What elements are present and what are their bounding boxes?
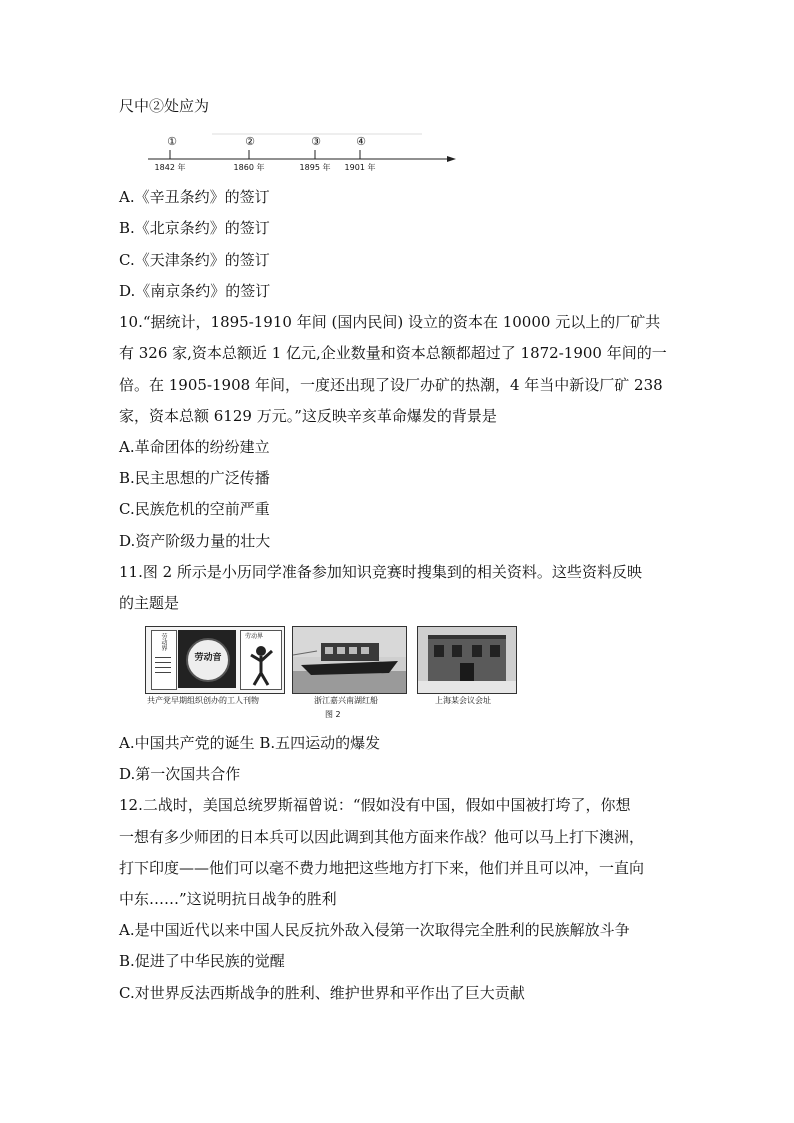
timeline-year-1842: 1842 年 <box>154 163 186 172</box>
timeline-marker-2: ② <box>245 135 255 148</box>
magazine-cover-1 <box>151 630 177 690</box>
magazine-title-3: 劳动界 <box>245 633 264 640</box>
figure-2 <box>145 626 517 722</box>
q10-stem-line-2: 有 326 家,资本总额近 1 亿元,企业数量和资本总额都超过了 1872-1900 年间的一 <box>119 344 667 362</box>
magazine-title-2: 劳动音 <box>194 653 222 663</box>
q12-option-c: C.对世界反法西斯战争的胜利、维护世界和平作出了巨大贡献 <box>119 984 525 1002</box>
q12-option-a: A.是中国近代以来中国人民反抗外敌入侵第一次取得完全胜利的民族解放斗争 <box>119 921 630 939</box>
q12-stem-line-3: 打下印度——他们可以毫不费力地把这些地方打下来，他们并且可以冲，一直向 <box>119 859 645 877</box>
q10-option-a: A.革命团体的纷纷建立 <box>119 438 270 456</box>
boat-icon <box>293 627 406 693</box>
magazine-cover-3 <box>240 630 282 690</box>
q11-stem-line-2: 的主题是 <box>119 594 180 612</box>
q10-option-c: C.民族危机的空前严重 <box>119 500 270 518</box>
caption-worker-magazines: 共产党早期组织创办的工人刊物 <box>147 696 259 705</box>
q10-stem-line-1: 10.“据统计，1895-1910 年间 (国内民间) 设立的资本在 10000 元以上的厂矿共 <box>119 313 661 331</box>
timeline-year-1860: 1860 年 <box>233 163 265 172</box>
q9-option-d: D.《南京条约》的签订 <box>119 282 271 300</box>
q9-option-a: A.《辛丑条约》的签订 <box>119 188 270 206</box>
q10-option-d: D.资产阶级力量的壮大 <box>119 532 271 550</box>
q10-stem-line-4: 家，资本总额 6129 万元。”这反映辛亥革命爆发的背景是 <box>119 407 497 425</box>
q12-stem-line-1: 12.二战时，美国总统罗斯福曾说：“假如没有中国，假如中国被打垮了，你想 <box>119 796 631 814</box>
q12-stem-line-2: 一想有多少师团的日本兵可以因此调到其他方面来作战？他可以马上打下澳洲， <box>119 828 645 846</box>
q10-option-b: B.民主思想的广泛传播 <box>119 469 270 487</box>
q12-option-b: B.促进了中华民族的觉醒 <box>119 952 285 970</box>
q9-option-b: B.《北京条约》的签订 <box>119 219 270 237</box>
q10-stem-line-3: 倍。在 1905-1908 年间，一度还出现了设厂办矿的热潮，4 年当中新设厂矿 238 <box>119 376 663 394</box>
magazine-title-1: 劳动界 <box>160 633 167 651</box>
building-icon <box>418 627 516 693</box>
timeline-diagram <box>142 130 462 174</box>
timeline-marker-3: ③ <box>311 135 321 148</box>
q9-option-c: C.《天津条约》的签订 <box>119 251 270 269</box>
caption-red-boat: 浙江嘉兴南湖红船 <box>314 696 378 705</box>
worker-magazines-photo <box>145 626 285 694</box>
shanghai-meeting-site-photo <box>417 626 517 694</box>
q11-stem-line-1: 11.图 2 所示是小历同学准备参加知识竞赛时搜集到的相关资料。这些资料反映 <box>119 563 642 581</box>
timeline-marker-4: ④ <box>356 135 366 148</box>
magazine-cover-2 <box>178 630 236 688</box>
timeline-year-1901: 1901 年 <box>344 163 376 172</box>
timeline-marker-1: ① <box>167 135 177 148</box>
caption-meeting-site: 上海某会议会址 <box>435 696 491 705</box>
q11-option-d: D.第一次国共合作 <box>119 765 241 783</box>
figure-label: 图 2 <box>325 710 341 719</box>
worker-figure-icon <box>241 639 281 689</box>
q11-options-ab: A.中国共产党的诞生 B.五四运动的爆发 <box>119 734 381 752</box>
timeline-year-1895: 1895 年 <box>299 163 331 172</box>
nanhu-red-boat-photo <box>292 626 407 694</box>
question-9-fragment: 尺中②处应为 <box>119 97 210 115</box>
q12-stem-line-4: 中东……”这说明抗日战争的胜利 <box>119 890 337 908</box>
